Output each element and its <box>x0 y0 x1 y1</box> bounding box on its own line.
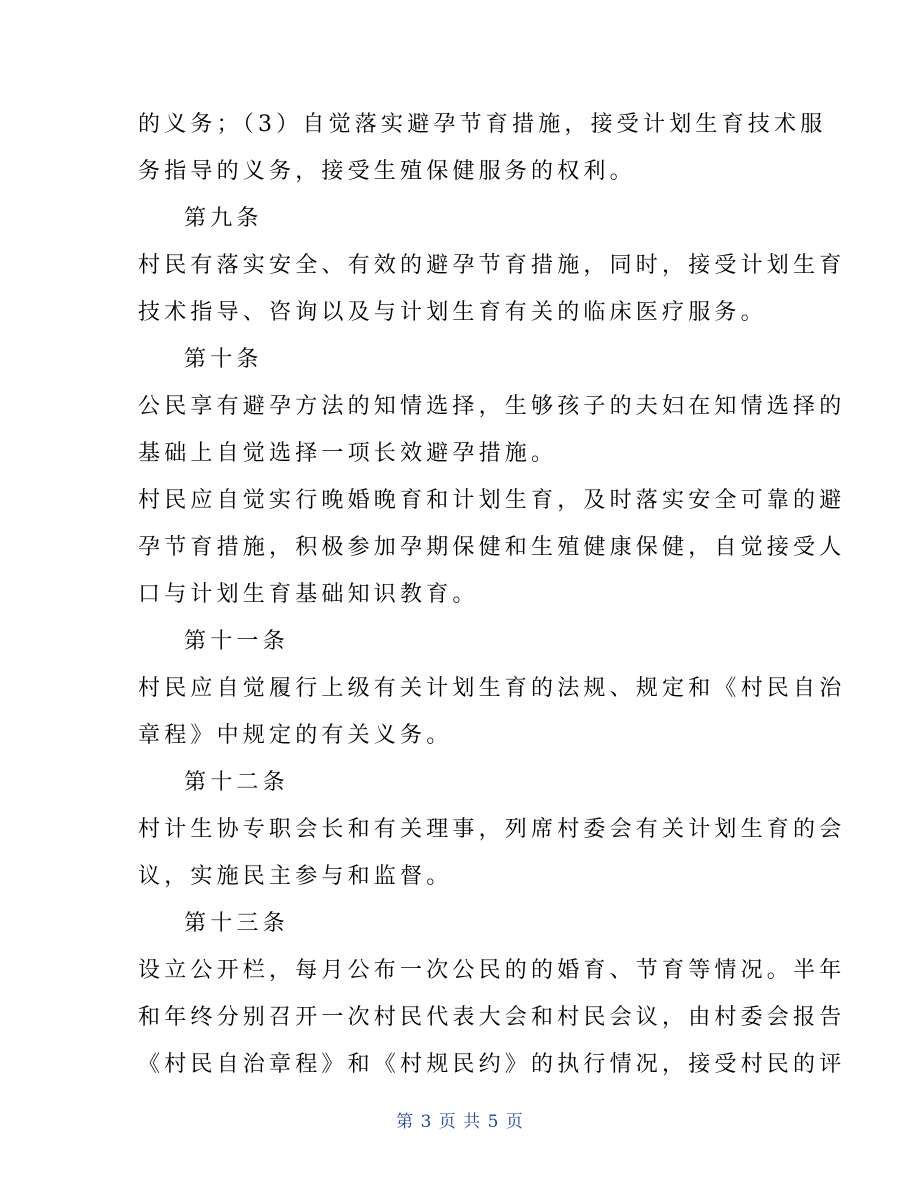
body-line: 村计生协专职会长和有关理事，列席村委会有关计划生育的会 <box>138 817 846 842</box>
body-line: 设立公开栏，每月公布一次公民的的婚育、节育等情况。半年 <box>138 958 846 983</box>
body-line: 村民有落实安全、有效的避孕节育措施，同时，接受计划生育 <box>138 253 846 278</box>
body-line: 务指导的义务，接受生殖保健服务的权利。 <box>138 159 636 184</box>
body-line: 村民应自觉实行晚婚晚育和计划生育，及时落实安全可靠的避 <box>138 488 846 513</box>
body-line: 章程》中规定的有关义务。 <box>138 723 453 748</box>
article-heading: 第九条 <box>184 206 263 231</box>
body-line: 和年终分别召开一次村民代表大会和村民会议，由村委会报告 <box>138 1005 846 1030</box>
body-line: 议，实施民主参与和监督。 <box>138 864 453 889</box>
body-line: 公民享有避孕方法的知情选择，生够孩子的夫妇在知情选择的 <box>138 394 846 419</box>
body-line: 孕节育措施，积极参加孕期保健和生殖健康保健，自觉接受人 <box>138 535 846 560</box>
page-number-footer: 第 3 页 共 5 页 <box>396 1112 524 1132</box>
body-line: 村民应自觉履行上级有关计划生育的法规、规定和《村民自治 <box>138 676 846 701</box>
article-heading: 第十一条 <box>184 629 289 654</box>
article-heading: 第十条 <box>184 347 263 372</box>
body-line: 《村民自治章程》和《村规民约》的执行情况，接受村民的评 <box>138 1052 846 1077</box>
article-heading: 第十三条 <box>184 911 289 936</box>
body-line: 的义务；（3）自觉落实避孕节育措施，接受计划生育技术服 <box>138 112 827 137</box>
article-heading: 第十二条 <box>184 770 289 795</box>
body-line: 口与计划生育基础知识教育。 <box>138 582 479 607</box>
body-line: 技术指导、咨询以及与计划生育有关的临床医疗服务。 <box>138 300 767 325</box>
body-line: 基础上自觉选择一项长效避孕措施。 <box>138 441 558 466</box>
